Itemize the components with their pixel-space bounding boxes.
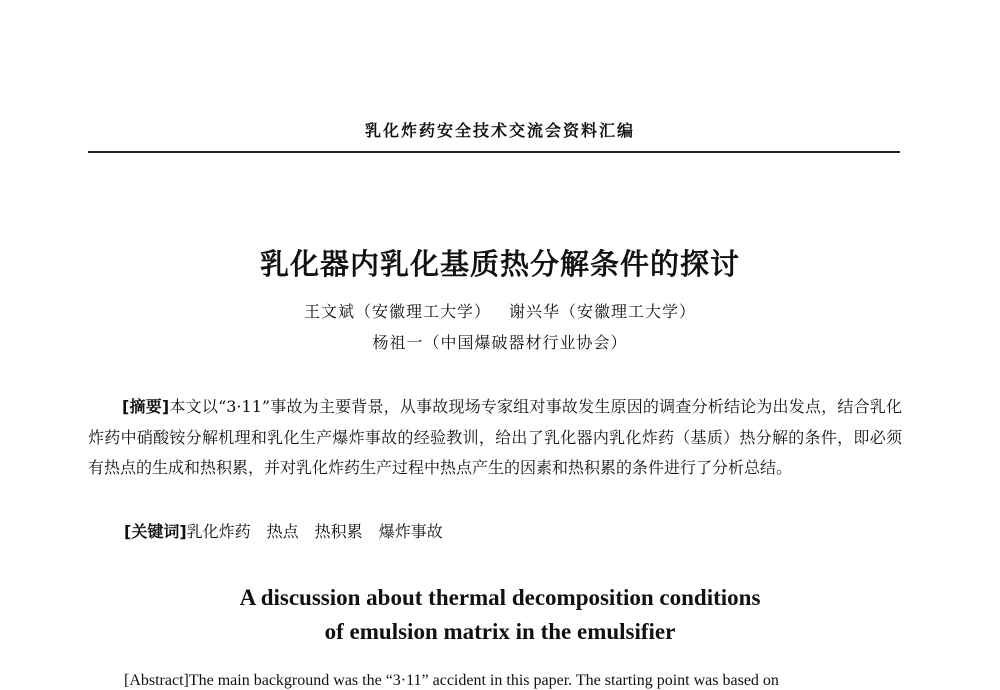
running-header: 乳化炸药安全技术交流会资料汇编 [364,121,635,140]
keywords-label: [关键词] [124,522,187,541]
header-divider [88,151,900,153]
keyword-item: 爆炸事故 [378,522,443,541]
authors-line-2 [0,330,1000,353]
author-xie-xinghua: 谢兴华（安徽理工大学） [509,302,697,321]
keywords-line [124,519,459,542]
abstract-chinese [88,392,902,484]
abstract-label: [摘要] [122,397,170,416]
author-yang-zuyi: 杨祖一（中国爆破器材行业协会） [372,333,628,352]
paper-title-chinese: 乳化器内乳化基质热分解条件的探讨 [259,247,740,281]
keyword-item: 乳化炸药 [186,522,251,541]
abstract-english-partial: [Abstract]The main background was the “3·11” accident in this paper. The starting point was based on [124,672,779,689]
paper-title-english-line-1: A discussion about thermal decomposition conditions [239,585,761,610]
paper-title-english-line-2: of emulsion matrix in the emulsifier [324,619,676,644]
keyword-item: 热点 [266,522,299,541]
authors-line-1 [0,299,1000,322]
author-wang-wenbin: 王文斌（安徽理工大学） [303,302,491,321]
keyword-item: 热积累 [314,522,363,541]
abstract-text: 本文以“3·11”事故为主要背景，从事故现场专家组对事故发生原因的调查分析结论为出发点，结合乳化炸药中硝酸铵分解机理和乳化生产爆炸事故的经验教训，给出了乳化器内乳化炸药（基质）热分解的条件，即必须有热点的生成和热积累，并对乳化炸药生产过程中热点产生的因素和热积累的条件进行了分析总结。 [88,397,902,477]
